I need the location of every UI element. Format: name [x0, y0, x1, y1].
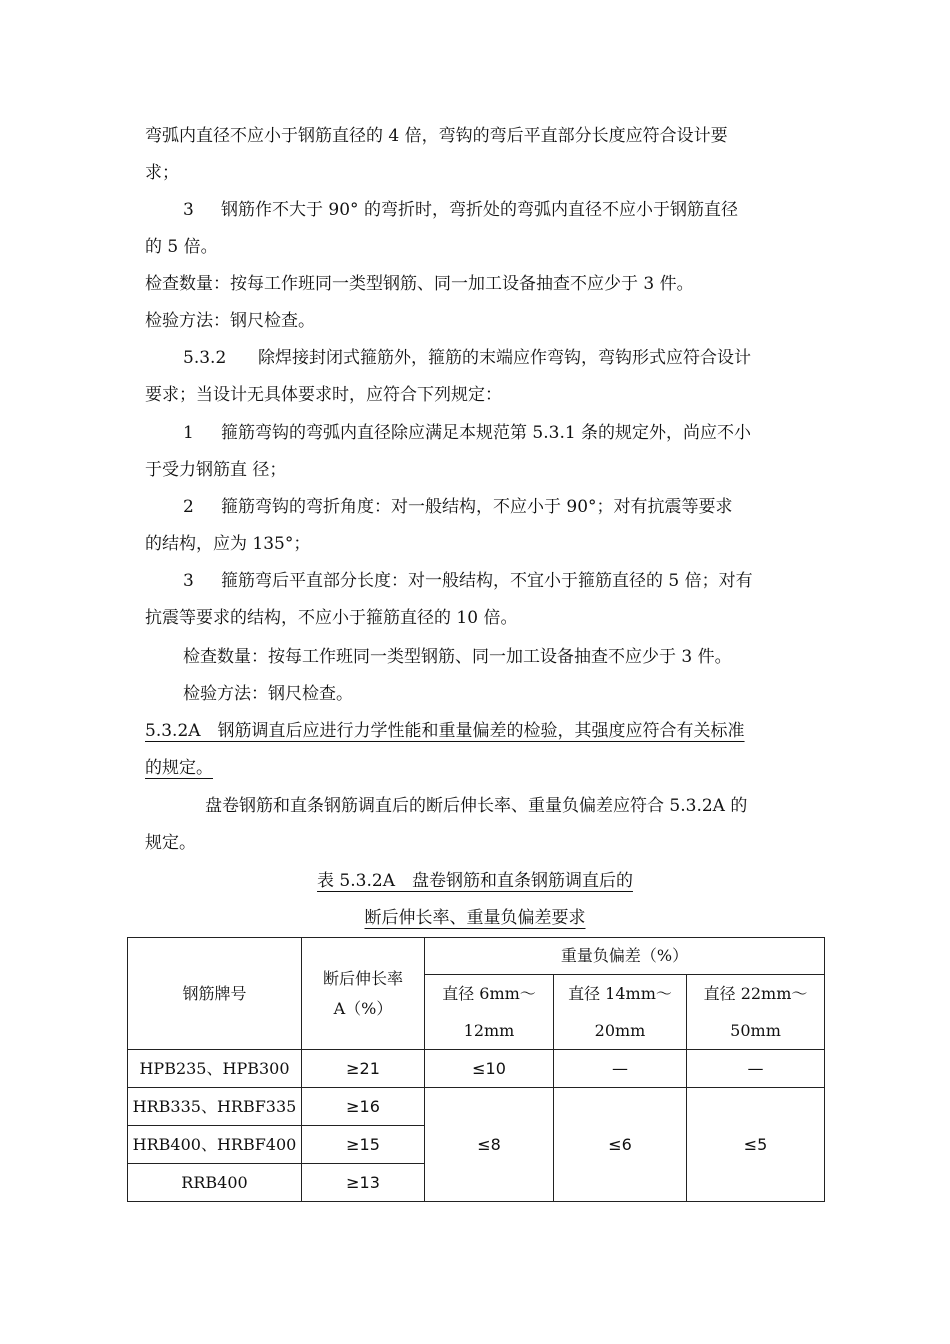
cell-grade: HRB400、HRBF400 [128, 1126, 302, 1164]
text-line: 的 5 倍。 [145, 237, 218, 257]
header-d3-l1: 直径 22mm～ [703, 983, 808, 1003]
cell-grade: HPB235、HPB300 [128, 1050, 302, 1088]
item-text: 箍筋弯后平直部分长度：对一般结构，不宜小于箍筋直径的 5 倍；对有 [221, 571, 753, 591]
cell-d3-merged: ≤5 [687, 1088, 825, 1202]
text-line: 检验方法：钢尺检查。 [145, 311, 315, 331]
table-row [128, 1050, 825, 1088]
item-text: 箍筋弯钩的弯弧内直径除应满足本规范第 5.3.1 条的规定外，尚应不小 [221, 423, 752, 443]
list-item [183, 423, 751, 443]
text-line: 检验方法：钢尺检查。 [183, 684, 353, 704]
header-elongation-l2: A（%） [333, 998, 393, 1018]
header-elongation-l1: 断后伸长率 [322, 968, 403, 988]
text-line: 的结构，应为 135°； [145, 534, 311, 554]
text-line: 于受力钢筋直 径； [145, 460, 287, 480]
text-line: 要求；当设计无具体要求时，应符合下列规定： [145, 385, 502, 405]
text-line: 求； [145, 163, 179, 183]
header-d2-l2: 20mm [594, 1020, 646, 1040]
header-d3 [687, 975, 825, 1050]
text-line: 抗震等要求的结构，不应小于箍筋直径的 10 倍。 [145, 608, 518, 628]
header-d2 [554, 975, 687, 1050]
list-item [183, 200, 738, 220]
list-item [183, 571, 753, 591]
cell-grade: RRB400 [128, 1164, 302, 1202]
header-d1-l1: 直径 6mm～ [442, 983, 536, 1003]
cell-elongation: ≥13 [302, 1164, 425, 1202]
clause-text: 除焊接封闭式箍筋外，箍筋的末端应作弯钩，弯钩形式应符合设计 [258, 348, 751, 368]
item-number: 3 [183, 200, 194, 220]
header-deviation: 重量负偏差（%） [425, 938, 825, 975]
item-number: 1 [183, 423, 194, 443]
header-d1 [425, 975, 554, 1050]
header-d1-l2: 12mm [463, 1020, 515, 1040]
clause-number: 5.3.2 [183, 348, 227, 368]
cell-d1: ≤10 [425, 1050, 554, 1088]
cell-elongation: ≥16 [302, 1088, 425, 1126]
text-line: 规定。 [145, 833, 196, 853]
cell-d3: — [687, 1050, 825, 1088]
table-caption: 表 5.3.2A 盘卷钢筋和直条钢筋调直后的 [317, 871, 633, 891]
item-text: 钢筋作不大于 90° 的弯折时，弯折处的弯弧内直径不应小于钢筋直径 [221, 200, 738, 220]
header-elongation [302, 938, 425, 1050]
cell-elongation: ≥21 [302, 1050, 425, 1088]
text-line: 检查数量：按每工作班同一类型钢筋、同一加工设备抽查不应少于 3 件。 [145, 274, 694, 294]
item-number: 2 [183, 497, 194, 517]
requirements-table [127, 937, 825, 1202]
cell-d2-merged: ≤6 [554, 1088, 687, 1202]
cell-d2: — [554, 1050, 687, 1088]
text-line: 盘卷钢筋和直条钢筋调直后的断后伸长率、重量负偏差应符合 5.3.2A 的 [205, 796, 748, 816]
item-number: 3 [183, 571, 194, 591]
cell-grade: HRB335、HRBF335 [128, 1088, 302, 1126]
cell-elongation: ≥15 [302, 1126, 425, 1164]
header-d3-l2: 50mm [730, 1020, 781, 1040]
item-text: 箍筋弯钩的弯折角度：对一般结构，不应小于 90°；对有抗震等要求 [221, 497, 733, 517]
list-item [183, 497, 733, 517]
table-row [128, 1088, 825, 1126]
clause-heading: 5.3.2A 钢筋调直后应进行力学性能和重量偏差的检验，其强度应符合有关标准 [145, 721, 745, 741]
clause-line [183, 348, 751, 368]
text-line: 检查数量：按每工作班同一类型钢筋、同一加工设备抽查不应少于 3 件。 [183, 647, 732, 667]
table-caption: 断后伸长率、重量负偏差要求 [364, 908, 586, 928]
header-grade: 钢筋牌号 [128, 938, 302, 1050]
text-line: 弯弧内直径不应小于钢筋直径的 4 倍，弯钩的弯后平直部分长度应符合设计要 [145, 126, 728, 146]
cell-d1-merged: ≤8 [425, 1088, 554, 1202]
clause-heading: 的规定。 [145, 758, 213, 778]
header-d2-l1: 直径 14mm～ [568, 983, 672, 1003]
